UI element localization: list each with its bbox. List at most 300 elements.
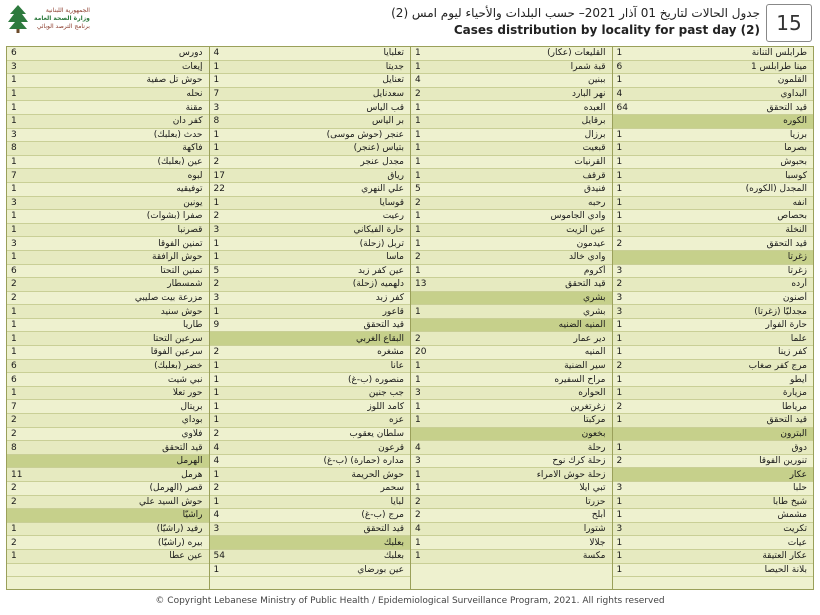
case-count: 4 xyxy=(213,510,220,521)
case-count: 3 xyxy=(616,524,623,535)
table-row xyxy=(411,224,612,238)
case-count: 1 xyxy=(415,48,421,59)
case-count: 1 xyxy=(616,48,623,59)
locality-name: كامد اللوز xyxy=(367,401,404,412)
case-count: 6 xyxy=(11,374,17,385)
locality-name: المنيه الضنيه xyxy=(558,320,606,331)
table-row xyxy=(210,265,411,279)
case-count: 2 xyxy=(213,211,220,222)
table-row xyxy=(613,224,814,238)
table-row xyxy=(613,61,814,75)
table-row xyxy=(411,360,612,374)
locality-name: قوسايا xyxy=(379,197,404,208)
case-count: 1 xyxy=(11,211,17,222)
table-row xyxy=(613,265,814,279)
locality-name: طرابلس التنانة xyxy=(751,48,807,59)
locality-name: بوداي xyxy=(181,415,203,426)
case-count: 3 xyxy=(11,61,17,72)
locality-name: مجدل عنجر xyxy=(360,157,404,168)
locality-name: حور تعلا xyxy=(172,388,203,399)
locality-name: حوش السيد علي xyxy=(139,496,203,507)
table-row xyxy=(210,224,411,238)
case-count: 2 xyxy=(213,347,220,358)
locality-name: دلهميه (زحلة) xyxy=(352,279,404,290)
locality-name: حارة الفيكاني xyxy=(353,225,404,236)
case-count: 2 xyxy=(415,510,421,521)
table-row xyxy=(210,414,411,428)
locality-name: أيطو xyxy=(789,374,807,385)
case-count: 1 xyxy=(415,116,421,127)
locality-name: القرنيات xyxy=(574,157,606,168)
table-row xyxy=(210,278,411,292)
table-row xyxy=(7,101,209,115)
locality-name: القلمون xyxy=(777,75,807,86)
table-row xyxy=(7,387,209,401)
case-count: 2 xyxy=(616,456,623,467)
locality-name: قرعون xyxy=(378,442,404,453)
locality-name: بتياس (عنجر) xyxy=(353,143,404,154)
locality-name: بريتال xyxy=(180,401,203,412)
case-count: 2 xyxy=(11,483,17,494)
case-count: 1 xyxy=(415,238,421,249)
case-count: 11 xyxy=(11,469,23,480)
table-row xyxy=(411,482,612,496)
case-count: 5 xyxy=(415,184,421,195)
case-count: 1 xyxy=(616,129,623,140)
case-count: 7 xyxy=(213,89,220,100)
table-row xyxy=(613,278,814,292)
locality-name: قرقف xyxy=(582,170,606,181)
table-row xyxy=(411,47,612,61)
case-count: 1 xyxy=(616,388,623,399)
locality-name: راشيّا xyxy=(182,510,203,521)
table-row xyxy=(210,210,411,224)
table-row xyxy=(7,169,209,183)
locality-name: جديتا xyxy=(385,61,404,72)
case-count: 3 xyxy=(213,524,220,535)
table-column xyxy=(410,47,612,589)
table-row xyxy=(7,88,209,102)
case-count: 2 xyxy=(415,197,421,208)
locality-name: مرج كفر صغاب xyxy=(748,360,807,371)
locality-name: سير الضنية xyxy=(564,360,606,371)
case-count: 3 xyxy=(616,265,623,276)
case-count: 1 xyxy=(213,238,220,249)
case-count: 1 xyxy=(11,184,17,195)
locality-name: الهرمل xyxy=(176,456,203,467)
locality-name: خضر (بعلبك) xyxy=(154,360,203,371)
case-count: 2 xyxy=(11,496,17,507)
case-count: 4 xyxy=(213,456,220,467)
locality-name: الكوره xyxy=(783,116,807,127)
case-count: 2 xyxy=(616,401,623,412)
table-row xyxy=(411,305,612,319)
table-row xyxy=(411,387,612,401)
logo-line-2: وزارة الصحة العامة xyxy=(34,15,90,22)
table-row xyxy=(7,115,209,129)
locality-name: مركبتا xyxy=(583,415,606,426)
locality-name: وادي الجاموس xyxy=(550,211,606,222)
page-number-badge: 15 xyxy=(766,4,812,42)
case-count: 2 xyxy=(213,157,220,168)
locality-name: قصر (الهرمل) xyxy=(149,483,203,494)
case-count: 1 xyxy=(11,306,17,317)
case-count: 4 xyxy=(616,89,623,100)
case-count: 1 xyxy=(616,170,623,181)
page-header xyxy=(0,0,820,44)
table-row xyxy=(411,536,612,550)
locality-name: المجدل (الكوره) xyxy=(745,184,807,195)
table-row xyxy=(613,550,814,564)
case-count: 17 xyxy=(213,170,225,181)
case-count: 1 xyxy=(213,143,220,154)
case-count: 4 xyxy=(415,524,421,535)
table-row xyxy=(210,88,411,102)
title-english: Cases distribution by locality for past day (2) xyxy=(453,23,760,37)
case-count: 1 xyxy=(616,320,623,331)
locality-name: أصنون xyxy=(782,292,807,303)
table-row xyxy=(7,278,209,292)
case-count: 3 xyxy=(213,102,220,113)
case-count: 1 xyxy=(616,510,623,521)
locality-name: دير عمار xyxy=(573,333,606,344)
case-count: 1 xyxy=(11,116,17,127)
table-row xyxy=(613,237,814,251)
locality-name: كفر دان xyxy=(172,116,203,127)
table-row xyxy=(210,441,411,455)
table-row xyxy=(210,400,411,414)
table-row xyxy=(7,536,209,550)
table-row xyxy=(210,183,411,197)
locality-name: قيد التحقق xyxy=(766,415,807,426)
table-row xyxy=(411,332,612,346)
locality-name: أرده xyxy=(791,279,807,290)
case-count: 6 xyxy=(11,360,17,371)
case-count: 3 xyxy=(213,292,220,303)
locality-name: جلالا xyxy=(589,537,606,548)
locality-name: يونين xyxy=(183,197,203,208)
locality-name: رياق xyxy=(387,170,404,181)
table-row xyxy=(613,482,814,496)
table-row xyxy=(7,251,209,265)
locality-name: البداوي xyxy=(780,89,807,100)
case-count: 1 xyxy=(213,129,220,140)
locality-name: أبلح xyxy=(591,510,606,521)
locality-name: عانا xyxy=(390,360,404,371)
locality-name: فاكهة xyxy=(182,143,203,154)
case-count: 2 xyxy=(415,333,421,344)
locality-name: قبة شمرا xyxy=(570,61,606,72)
case-count: 1 xyxy=(213,306,220,317)
table-row xyxy=(210,346,411,360)
cedar-tree-icon xyxy=(6,4,30,34)
table-row xyxy=(210,74,411,88)
locality-name: المنيه xyxy=(584,347,606,358)
case-count: 1 xyxy=(213,252,220,263)
case-count: 1 xyxy=(415,306,421,317)
table-row xyxy=(210,550,411,564)
locality-name: حارة الفوار xyxy=(765,320,807,331)
table-row xyxy=(210,428,411,442)
table-row xyxy=(411,468,612,482)
locality-name: مشمش xyxy=(777,510,807,521)
case-count: 1 xyxy=(213,360,220,371)
locality-name: سحمر xyxy=(380,483,404,494)
locality-name: ببنين xyxy=(587,75,606,86)
locality-name: تمنين التحتا xyxy=(160,265,203,276)
case-count: 2 xyxy=(415,252,421,263)
table-row xyxy=(613,305,814,319)
case-count: 1 xyxy=(11,157,17,168)
locality-name: عيات xyxy=(787,537,807,548)
case-count: 3 xyxy=(616,306,623,317)
locality-name: قصرنبا xyxy=(177,225,203,236)
table-row xyxy=(210,387,411,401)
locality-name: هرمل xyxy=(181,469,203,480)
table-row xyxy=(7,319,209,333)
case-count: 2 xyxy=(415,89,421,100)
district-header-row xyxy=(613,115,814,129)
locality-name: العبده xyxy=(583,102,606,113)
table-row xyxy=(411,550,612,564)
case-count: 1 xyxy=(616,333,623,344)
locality-name: عين عطا xyxy=(169,551,203,562)
table-row xyxy=(613,455,814,469)
case-count: 1 xyxy=(11,252,17,263)
case-count: 1 xyxy=(415,170,421,181)
locality-name: رعيت xyxy=(382,211,404,222)
table-row xyxy=(210,142,411,156)
locality-name: صفرا (بشوات) xyxy=(146,211,203,222)
case-count: 1 xyxy=(213,61,220,72)
table-row xyxy=(411,237,612,251)
district-header-row xyxy=(613,251,814,265)
locality-name: رحلة xyxy=(587,442,606,453)
locality-name: مرياطا xyxy=(782,401,807,412)
locality-name: الحواره xyxy=(578,388,606,399)
locality-name: بعلبك xyxy=(383,537,404,548)
case-count: 1 xyxy=(616,551,623,562)
table-row xyxy=(613,74,814,88)
case-count: 6 xyxy=(11,48,17,59)
case-count: 4 xyxy=(415,75,421,86)
case-count: 1 xyxy=(415,265,421,276)
case-count: 6 xyxy=(616,61,623,72)
table-row xyxy=(613,101,814,115)
table-row xyxy=(210,47,411,61)
ministry-name xyxy=(34,7,90,31)
case-count: 2 xyxy=(213,279,220,290)
logo-line-3: برنامج الترصد الوبائي xyxy=(36,23,90,30)
case-count: 4 xyxy=(213,442,220,453)
locality-name: مجدليّا (زغرتا) xyxy=(754,306,807,317)
table-row xyxy=(411,251,612,265)
locality-name: حوش سنيد xyxy=(160,306,203,317)
table-row xyxy=(7,373,209,387)
case-count: 4 xyxy=(415,442,421,453)
table-row xyxy=(613,129,814,143)
case-count: 1 xyxy=(616,442,623,453)
case-count: 1 xyxy=(415,374,421,385)
title-arabic: جدول الحالات لتاريخ 01 آذار 2021– حسب البلدات والأحياء ليوم امس (2) xyxy=(391,6,760,20)
table-row xyxy=(411,509,612,523)
locality-name: عين الزيت xyxy=(566,225,606,236)
case-count: 1 xyxy=(415,401,421,412)
case-count: 8 xyxy=(213,116,220,127)
locality-name: علما xyxy=(790,333,807,344)
table-row xyxy=(210,292,411,306)
locality-name: زغرتغرين xyxy=(570,401,606,412)
locality-name: قيد التحقق xyxy=(766,238,807,249)
table-row xyxy=(210,373,411,387)
table-row xyxy=(210,360,411,374)
locality-name: إيعات xyxy=(181,61,203,72)
locality-name: وادي خالد xyxy=(568,252,606,263)
locality-name: قيد التحقق xyxy=(363,320,404,331)
table-row xyxy=(613,197,814,211)
district-header-row xyxy=(7,455,209,469)
case-count: 20 xyxy=(415,347,427,358)
title-block xyxy=(391,4,760,38)
table-row xyxy=(210,496,411,510)
table-row xyxy=(411,441,612,455)
locality-name: زحلة حوش الامراء xyxy=(536,469,606,480)
district-header-row xyxy=(411,319,612,333)
locality-name: كوسبا xyxy=(785,170,807,181)
case-count: 1 xyxy=(415,415,421,426)
case-count: 1 xyxy=(415,551,421,562)
case-count: 1 xyxy=(11,524,17,535)
locality-name: قاعور xyxy=(382,306,404,317)
locality-name: سرعين الفوقا xyxy=(150,347,203,358)
case-count: 1 xyxy=(415,61,421,72)
case-count: 1 xyxy=(11,75,17,86)
locality-name: لبوه xyxy=(187,170,203,181)
locality-name: سرعين التحتا xyxy=(152,333,203,344)
table-row xyxy=(210,251,411,265)
table-row xyxy=(411,523,612,537)
case-count: 1 xyxy=(213,415,220,426)
case-count: 2 xyxy=(415,496,421,507)
case-count: 1 xyxy=(616,225,623,236)
locality-name: علي النهري xyxy=(361,184,404,195)
locality-name: عكار العتيقة xyxy=(762,551,807,562)
table-row xyxy=(411,101,612,115)
case-count: 1 xyxy=(11,388,17,399)
table-row xyxy=(210,61,411,75)
case-count: 54 xyxy=(213,551,225,562)
locality-name: مقنة xyxy=(185,102,203,113)
table-row xyxy=(7,360,209,374)
locality-name: حوش الحريمة xyxy=(351,469,404,480)
case-count: 1 xyxy=(213,388,220,399)
case-count: 1 xyxy=(11,333,17,344)
table-row xyxy=(613,360,814,374)
locality-name: القليعات (عكار) xyxy=(547,48,606,59)
table-row xyxy=(210,197,411,211)
locality-name: برقايل xyxy=(581,116,606,127)
table-row xyxy=(210,305,411,319)
table-row xyxy=(7,564,209,578)
locality-name: قبعيت xyxy=(582,143,606,154)
table-row xyxy=(613,536,814,550)
case-count: 2 xyxy=(616,360,623,371)
table-row xyxy=(210,156,411,170)
case-count: 1 xyxy=(616,143,623,154)
locality-name: رحبه xyxy=(588,197,606,208)
case-count: 9 xyxy=(213,320,220,331)
locality-name: سلطان يعقوب xyxy=(349,428,404,439)
table-row xyxy=(613,414,814,428)
case-count: 3 xyxy=(616,483,623,494)
case-count: 3 xyxy=(415,456,421,467)
case-count: 64 xyxy=(616,102,628,113)
table-column xyxy=(612,47,814,589)
case-count: 1 xyxy=(616,415,623,426)
table-row xyxy=(411,156,612,170)
table-row xyxy=(7,523,209,537)
district-header-row xyxy=(210,332,411,346)
table-row xyxy=(411,169,612,183)
locality-name: رفيد (راشيّا) xyxy=(156,524,203,535)
case-count: 2 xyxy=(616,279,623,290)
table-row xyxy=(7,496,209,510)
case-count: 2 xyxy=(11,537,17,548)
locality-name: شمسطار xyxy=(167,279,203,290)
district-header-row xyxy=(411,292,612,306)
table-row xyxy=(210,455,411,469)
locality-name: مشغره xyxy=(377,347,404,358)
table-row xyxy=(210,237,411,251)
locality-name: النخلة xyxy=(785,225,807,236)
case-count: 1 xyxy=(11,225,17,236)
table-row xyxy=(613,47,814,61)
locality-name: برزال xyxy=(584,129,606,140)
table-row xyxy=(613,441,814,455)
case-count: 2 xyxy=(11,428,17,439)
table-row xyxy=(7,197,209,211)
locality-name: انفه xyxy=(792,197,807,208)
case-count: 1 xyxy=(213,496,220,507)
table-row xyxy=(613,292,814,306)
cases-table xyxy=(6,46,814,590)
locality-name: قيد التحقق xyxy=(565,279,606,290)
locality-name: شيخ طابا xyxy=(772,496,807,507)
locality-name: بصرما xyxy=(784,143,807,154)
table-row xyxy=(210,169,411,183)
locality-name: ماسا xyxy=(386,252,404,263)
table-row xyxy=(411,346,612,360)
locality-name: زغرتا xyxy=(787,252,807,263)
locality-name: بحصاص xyxy=(777,211,807,222)
locality-name: أكروم xyxy=(583,265,606,276)
table-row xyxy=(613,142,814,156)
table-row xyxy=(210,482,411,496)
locality-name: فنيدق xyxy=(584,184,606,195)
case-count: 1 xyxy=(213,469,220,480)
case-count: 2 xyxy=(616,238,623,249)
case-count: 1 xyxy=(415,483,421,494)
locality-name: تربل (زحلة) xyxy=(359,238,404,249)
locality-name: قيد التحقق xyxy=(766,102,807,113)
locality-name: زغرتا xyxy=(787,265,807,276)
locality-name: حدث (بعلبك) xyxy=(153,129,203,140)
case-count: 1 xyxy=(616,496,623,507)
locality-name: كفر زبد xyxy=(375,292,404,303)
locality-name: تبي ايلا xyxy=(579,483,606,494)
case-count: 1 xyxy=(415,225,421,236)
case-count: 2 xyxy=(213,428,220,439)
